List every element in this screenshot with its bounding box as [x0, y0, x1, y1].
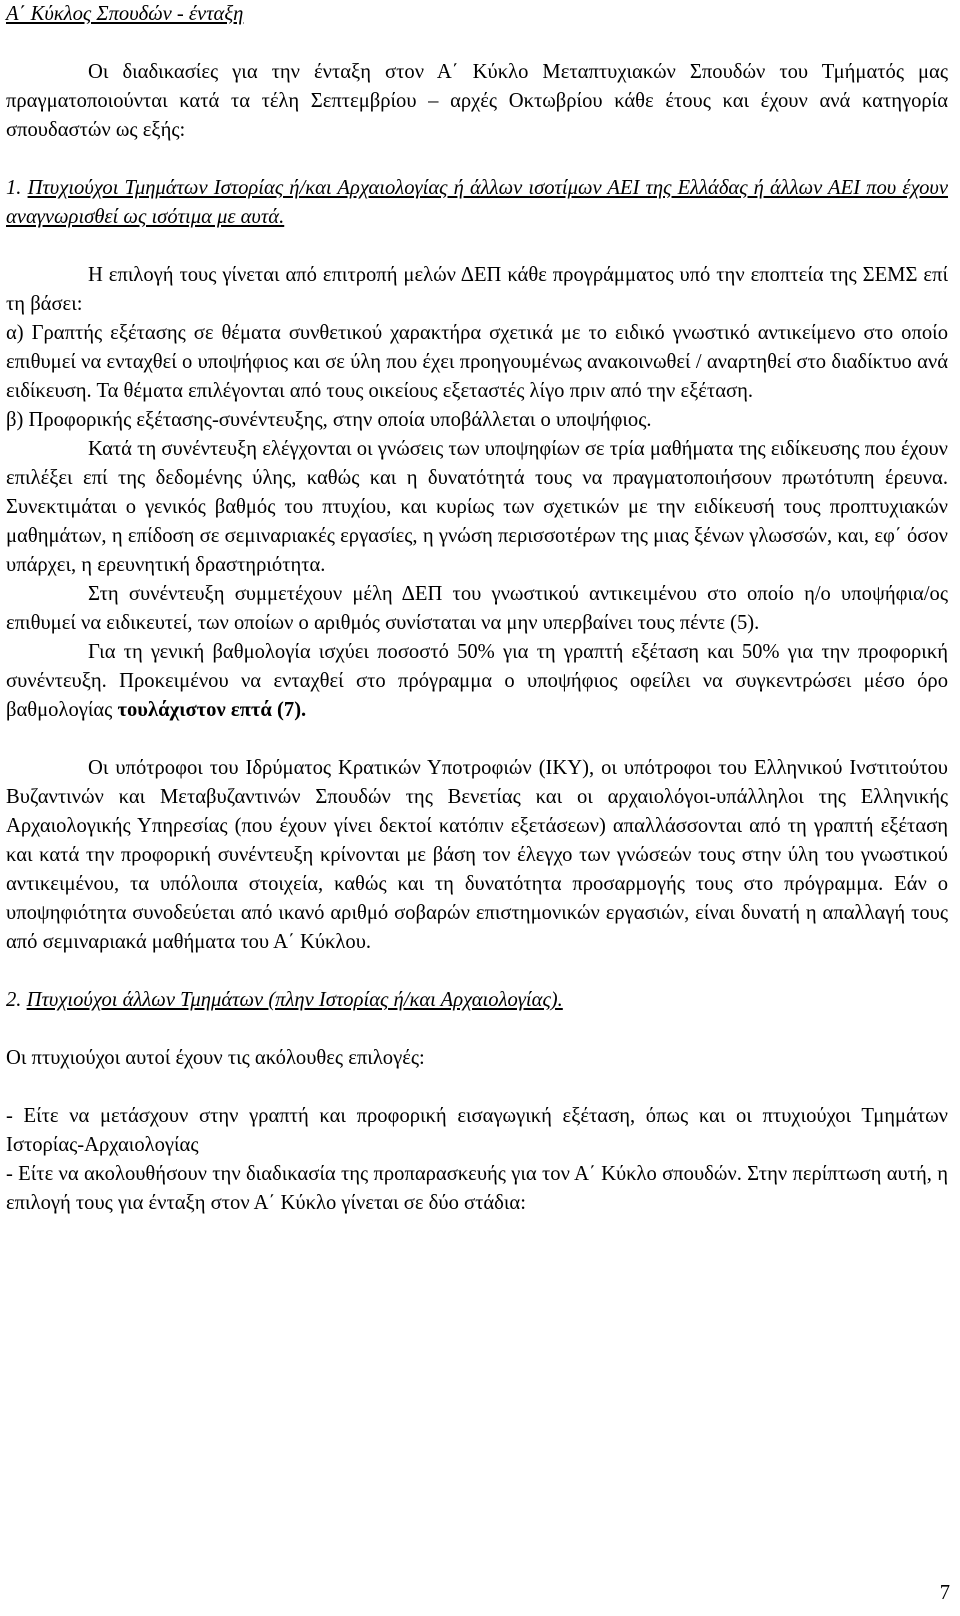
section-2-number: 2.: [6, 989, 22, 1011]
section-2-heading: [6, 986, 948, 1015]
option-1-paragraph: - Είτε να μετάσχουν στην γραπτή και προφορική εισαγωγική εξέταση, όπως και οι πτυχιούχοι Τμημάτων Ιστορίας-Αρχαιολογίας: [6, 1105, 948, 1156]
written-exam-paragraph: α) Γραπτής εξέτασης σε θέματα συνθετικού χαρακτήρα σχετικά με το ειδικό γνωστικό αντικείμενο στο οποίο επιθυμεί να ενταχθεί ο υποψήφιος και σε ύλη που έχει προηγουμένως ανακοινωθεί / αναρτηθεί στο διαδίκτυο ανά ειδίκευση. Τα θέματα επιλέγονται από τους οικείους εξεταστές λίγο πριν από την εξέταση.: [6, 322, 948, 402]
selection-paragraph: Η επιλογή τους γίνεται από επιτροπή μελών ΔΕΠ κάθε προγράμματος υπό την εποπτεία της ΣΕΜΣ επί τη βάσει:: [6, 264, 948, 315]
interview-members-paragraph: Στη συνέντευξη συμμετέχουν μέλη ΔΕΠ του γνωστικού αντικειμένου στο οποίο η/ο υποψήφια/ος επιθυμεί να ειδικευτεί, των οποίων ο αριθμός συνίσταται να μην υπερβαίνει τους πέντε (5).: [6, 583, 948, 634]
scholars-paragraph: Οι υπότροφοι του Ιδρύματος Κρατικών Υποτροφιών (ΙΚΥ), οι υπότροφοι του Ελληνικού Ινστιτούτου Βυζαντινών και Μεταβυζαντινών Σπουδών της Βενετίας και οι αρχαιολόγοι-υπάλληλοι της Ελληνικής Αρχαιολογικής Υπηρεσίας (που έχουν γίνει δεκτοί κατόπιν εξετάσεων) απαλλάσσονται από τη γραπτή εξέταση και κατά την προφορική συνέντευξη κρίνονται με βάση τον έλεγχο των γνώσεών τους στην ύλη του γνωστικού αντικειμένου, τα υπόλοιπα στοιχεία, καθώς και τη δυνατότητα προσαρμογής τους στο πρόγραμμα. Εάν ο υποψηφιότητα συνοδεύεται από ικανό αριθμό σοβαρών επιστημονικών εργασιών, είναι δυνατή η απαλλαγή τους από σεμιναριακά μαθήματα του Α΄ Κύκλου.: [6, 757, 948, 953]
minimum-grade: τουλάχιστον επτά (7).: [117, 699, 307, 721]
grading-paragraph: [6, 638, 948, 725]
intro-paragraph: Οι διαδικασίες για την ένταξη στον Α΄ Κύκλο Μεταπτυχιακών Σπουδών του Τμήματός μας πραγματοποιούνται κατά τα τέλη Σεπτεμβρίου – αρχές Οκτωβρίου κάθε έτους και έχουν ανά κατηγορία σπουδαστών ως εξής:: [6, 61, 948, 141]
options-intro: Οι πτυχιούχοι αυτοί έχουν τις ακόλουθες επιλογές:: [6, 1047, 425, 1069]
option-2-paragraph: - Είτε να ακολουθήσουν την διαδικασία της προπαρασκευής για τον Α΄ Κύκλο σπουδών. Στην περίπτωση αυτή, η επιλογή τους για ένταξη στον Α΄ Κύκλο γίνεται σε δύο στάδια:: [6, 1163, 948, 1214]
interview-paragraph: Κατά τη συνέντευξη ελέγχονται οι γνώσεις των υποψηφίων σε τρία μαθήματα της ειδίκευσης που έχουν επιλέξει επί της δεδομένης ύλης, καθώς και η δυνατότητά τους να πραγματοποιήσουν πρωτότυπη έρευνα. Συνεκτιμάται ο γενικός βαθμός του πτυχίου, και κυρίως των σχετικών με την ειδίκευσή τους προπτυχιακών μαθημάτων, η επίδοση σε σεμιναριακές εργασίες, η γνώση περισσοτέρων της μιας ξένων γλωσσών, και, εφ΄ όσον υπάρχει, η ερευνητική δραστηριότητα.: [6, 438, 948, 576]
section-1-number: 1.: [6, 177, 22, 199]
section-2-title: Πτυχιούχοι άλλων Τμημάτων (πλην Ιστορίας ή/και Αρχαιολογίας).: [26, 989, 563, 1011]
section-1-title: Πτυχιούχοι Τμημάτων Ιστορίας ή/και Αρχαιολογίας ή άλλων ισοτίμων ΑΕΙ της Ελλάδας ή άλλων ΑΕΙ που έχουν αναγνωρισθεί ως ισότιμα με αυτά.: [6, 177, 948, 228]
page-heading: Α΄ Κύκλος Σπουδών - ένταξη: [6, 3, 244, 25]
section-1-heading: [6, 174, 948, 232]
grading-text: Για τη γενική βαθμολογία ισχύει ποσοστό 50% για τη γραπτή εξέταση και 50% για την προφορική συνέντευξη. Προκειμένου να ενταχθεί στο πρόγραμμα ο υποψήφιος οφείλει να συγκεντρώσει μέσο όρο βαθμολογίας: [6, 641, 948, 721]
page-number: 7: [939, 1582, 950, 1604]
oral-exam-paragraph: β) Προφορικής εξέτασης-συνέντευξης, στην οποία υποβάλλεται ο υποψήφιος.: [6, 409, 652, 431]
